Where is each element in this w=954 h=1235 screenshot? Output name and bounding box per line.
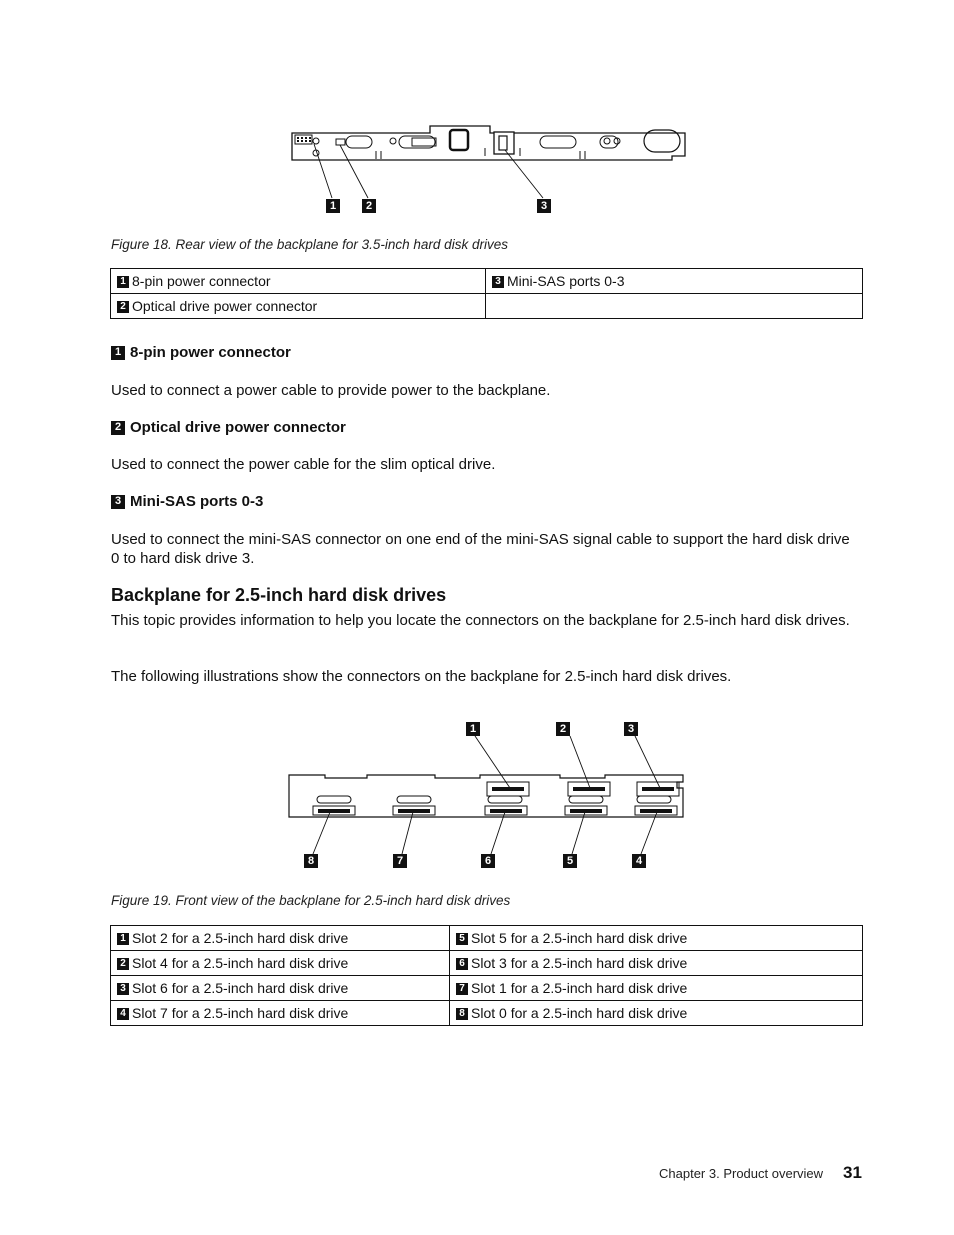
table-cell [111, 1001, 450, 1026]
footer-chapter: Chapter 3. Product overview [659, 1166, 824, 1181]
callout-badge: 2 [117, 958, 129, 970]
backplane-board-outline [292, 126, 685, 160]
table-cell [111, 294, 486, 319]
section-text-3: Used to connect the mini-SAS connector on one end of the mini-SAS signal cable to support the hard disk drive 0 to hard disk drive 3. [111, 531, 850, 567]
legend-text: Slot 5 for a 2.5-inch hard disk drive [471, 930, 688, 946]
callout-badge: 5 [456, 933, 468, 945]
table-row [111, 269, 863, 294]
page-number: 31 [843, 1163, 862, 1182]
table-cell [111, 951, 450, 976]
table-row [111, 1001, 863, 1026]
callout-leader-4 [641, 812, 657, 854]
backplane-25-heading: Backplane for 2.5-inch hard disk drives [111, 585, 447, 605]
section-text-2: Used to connect the power cable for the slim optical drive. [111, 456, 496, 473]
figure19-callout-5: 5 [563, 854, 577, 868]
table-row [111, 294, 863, 319]
callout-badge: 4 [117, 1008, 129, 1020]
figure18-callout-3: 3 [537, 199, 551, 213]
callout-badge: 1 [117, 276, 129, 288]
table-cell [111, 269, 486, 294]
callout-badge: 6 [456, 958, 468, 970]
section-heading-text: Mini-SAS ports 0-3 [130, 493, 264, 510]
figure18-callout-2: 2 [362, 199, 376, 213]
legend-text: Slot 3 for a 2.5-inch hard disk drive [471, 955, 688, 971]
legend-text: Optical drive power connector [132, 298, 318, 314]
table-cell [111, 976, 450, 1001]
legend-text: Slot 4 for a 2.5-inch hard disk drive [132, 955, 349, 971]
figure19-callout-2: 2 [556, 722, 570, 736]
legend-text: Slot 6 for a 2.5-inch hard disk drive [132, 980, 349, 996]
figure19-callout-8: 8 [304, 854, 318, 868]
table-cell [111, 926, 450, 951]
section-text-1: Used to connect a power cable to provide power to the backplane. [111, 382, 551, 399]
figure18-caption: Figure 18. Rear view of the backplane for 3.5-inch hard disk drives [111, 237, 508, 252]
callout-leader-7 [402, 812, 413, 854]
figure19-caption: Figure 19. Front view of the backplane for 2.5-inch hard disk drives [111, 893, 511, 908]
figure18-illustration [280, 120, 690, 220]
optical-power-connector-shape [336, 139, 345, 145]
legend-text: Mini-SAS ports 0-3 [507, 273, 625, 289]
callout-badge: 1 [111, 346, 125, 360]
table-cell [450, 926, 863, 951]
table-row [111, 976, 863, 1001]
section-heading-text: Optical drive power connector [130, 419, 346, 436]
table-cell [450, 1001, 863, 1026]
figure19-legend-table [110, 925, 863, 1026]
figure19-callout-4: 4 [632, 854, 646, 868]
callout-leader-5 [572, 812, 585, 854]
legend-text: Slot 1 for a 2.5-inch hard disk drive [471, 980, 688, 996]
callout-badge: 1 [117, 933, 129, 945]
figure19-callout-7: 7 [393, 854, 407, 868]
callout-leader-8 [313, 812, 330, 854]
backplane-25-illustration-note: The following illustrations show the connectors on the backplane for 2.5-inch hard disk drives. [111, 668, 732, 685]
callout-badge: 7 [456, 983, 468, 995]
table-cell [450, 951, 863, 976]
backplane-25-intro: This topic provides information to help you locate the connectors on the backplane for 2.5-inch hard disk drives. [111, 612, 850, 629]
table-row [111, 951, 863, 976]
callout-badge: 2 [117, 301, 129, 313]
figure19-callout-6: 6 [481, 854, 495, 868]
legend-text: 8-pin power connector [132, 273, 271, 289]
callout-badge: 8 [456, 1008, 468, 1020]
table-cell-empty [486, 294, 863, 319]
callout-badge: 3 [492, 276, 504, 288]
section-heading-text: 8-pin power connector [130, 344, 291, 361]
callout-badge: 3 [117, 983, 129, 995]
table-cell [450, 976, 863, 1001]
table-cell [486, 269, 863, 294]
table-row [111, 926, 863, 951]
section-heading-2 [111, 419, 346, 436]
figure19-illustration [285, 720, 690, 865]
figure18-callout-1: 1 [326, 199, 340, 213]
section-heading-1 [111, 344, 291, 361]
section-heading-3 [111, 493, 263, 510]
legend-text: Slot 0 for a 2.5-inch hard disk drive [471, 1005, 688, 1021]
square-mount-shape [450, 130, 468, 150]
legend-text: Slot 2 for a 2.5-inch hard disk drive [132, 930, 349, 946]
callout-badge: 3 [111, 495, 125, 509]
callout-badge: 2 [111, 421, 125, 435]
8-pin-connector-shape [295, 135, 312, 144]
callout-leader-6 [491, 812, 505, 854]
legend-text: Slot 7 for a 2.5-inch hard disk drive [132, 1005, 349, 1021]
figure18-legend-table [110, 268, 863, 319]
figure19-callout-3: 3 [624, 722, 638, 736]
figure19-callout-1: 1 [466, 722, 480, 736]
mini-sas-port-shape [494, 132, 514, 154]
